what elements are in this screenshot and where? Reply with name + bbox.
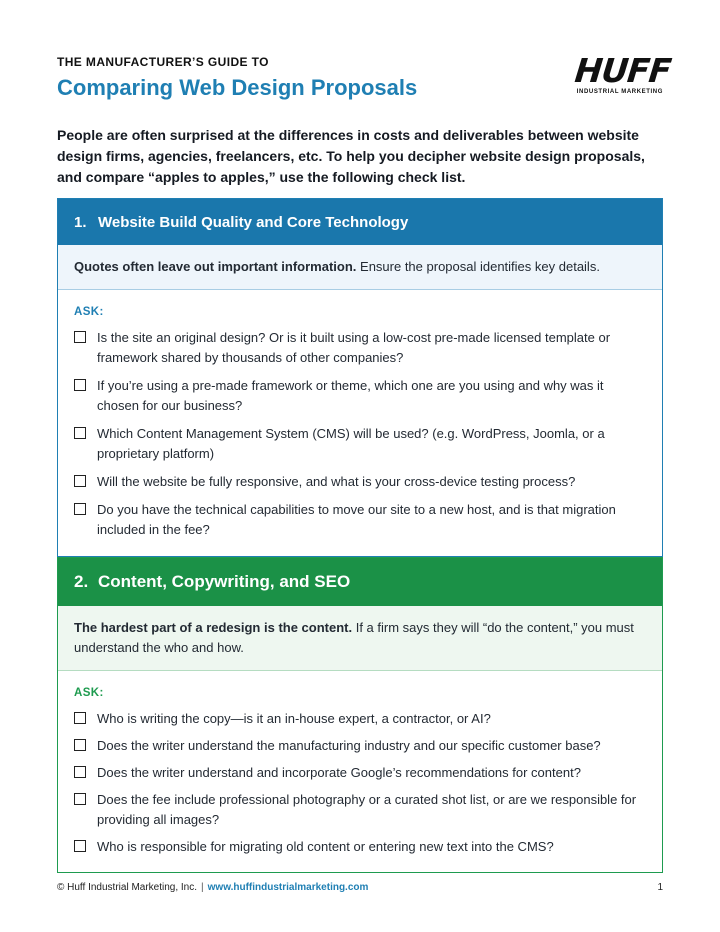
- checklist-item-text: Who is responsible for migrating old content or entering new text into the CMS?: [97, 839, 554, 854]
- logo-tagline: INDUSTRIAL MARKETING: [576, 89, 663, 95]
- section-content-seo: [57, 557, 663, 873]
- checklist-item-text: Who is writing the copy—is it an in-house expert, a contractor, or AI?: [97, 711, 491, 726]
- logo-wordmark: HUFF: [573, 51, 673, 90]
- checklist-item: [74, 472, 646, 492]
- section-note-text: If a firm says they will “do the content,” you must understand the who and how.: [74, 620, 634, 655]
- checklist-item: [74, 837, 646, 857]
- checkbox[interactable]: [74, 331, 86, 343]
- section-header: [58, 199, 662, 245]
- ask-label: ASK:: [74, 687, 104, 699]
- checkbox[interactable]: [74, 793, 86, 805]
- checkbox[interactable]: [74, 766, 86, 778]
- checkbox[interactable]: [74, 712, 86, 724]
- checklist-item-text: If you’re using a pre-made framework or theme, which one are you using and why was it chosen for our business?: [97, 378, 604, 413]
- section-title: Content, Copywriting, and SEO: [98, 572, 351, 591]
- checklist-item: [74, 376, 646, 416]
- section-note-lead: Quotes often leave out important information.: [74, 259, 357, 274]
- page-footer: [57, 882, 663, 893]
- checklist-item: [74, 736, 646, 756]
- footer-website-link[interactable]: www.huffindustrialmarketing.com: [207, 882, 369, 893]
- ask-label: ASK:: [74, 306, 104, 318]
- checkbox[interactable]: [74, 379, 86, 391]
- section-note: [58, 606, 662, 671]
- checkbox[interactable]: [74, 475, 86, 487]
- eyebrow-heading: THE MANUFACTURER’S GUIDE TO: [57, 55, 269, 69]
- section-note-lead: The hardest part of a redesign is the content.: [74, 620, 353, 635]
- page-title: Comparing Web Design Proposals: [57, 75, 418, 100]
- footer-left: [57, 882, 368, 893]
- section-number: 1.: [74, 213, 87, 231]
- checklist-item-text: Which Content Management System (CMS) will be used? (e.g. WordPress, Joomla, or a proprietary platform): [97, 426, 605, 461]
- checklist-item: [74, 500, 646, 540]
- checklist: [58, 699, 662, 872]
- checkbox[interactable]: [74, 503, 86, 515]
- section-note: [58, 245, 662, 290]
- checkbox[interactable]: [74, 427, 86, 439]
- checklist-item-text: Will the website be fully responsive, and what is your cross-device testing process?: [97, 474, 576, 489]
- section-title: Website Build Quality and Core Technology: [98, 213, 409, 231]
- checkbox[interactable]: [74, 739, 86, 751]
- checklist: [58, 318, 662, 556]
- page-number: 1: [657, 882, 663, 893]
- checklist-item: [74, 328, 646, 368]
- section-header: [58, 558, 662, 606]
- section-build-quality: [57, 198, 663, 557]
- checklist-item: [74, 424, 646, 464]
- checklist-item-text: Does the fee include professional photography or a curated shot list, or are we responsible for providing all images?: [97, 792, 637, 827]
- checklist-item: [74, 790, 646, 830]
- footer-copyright: © Huff Industrial Marketing, Inc.: [57, 882, 198, 893]
- footer-separator: |: [201, 882, 204, 893]
- checklist-item: [74, 709, 646, 729]
- checklist-item-text: Do you have the technical capabilities to move our site to a new host, and is that migration included in the fee?: [97, 502, 616, 537]
- checklist-item-text: Does the writer understand the manufacturing industry and our specific customer base?: [97, 738, 601, 753]
- intro-paragraph: People are often surprised at the differences in costs and deliverables between website design firms, agencies, freelancers, etc. To help you decipher website design proposals, and compare “apples to apples,” use the following check list.: [57, 127, 645, 185]
- checkbox[interactable]: [74, 840, 86, 852]
- checklist-item-text: Is the site an original design? Or is it built using a low-cost pre-made licensed template or framework shared by thousands of other companies?: [97, 330, 611, 365]
- section-note-text: Ensure the proposal identifies key details.: [356, 259, 600, 274]
- section-number: 2.: [74, 572, 89, 591]
- huff-logo: [573, 51, 673, 95]
- checklist-item-text: Does the writer understand and incorporate Google’s recommendations for content?: [97, 765, 581, 780]
- checklist-item: [74, 763, 646, 783]
